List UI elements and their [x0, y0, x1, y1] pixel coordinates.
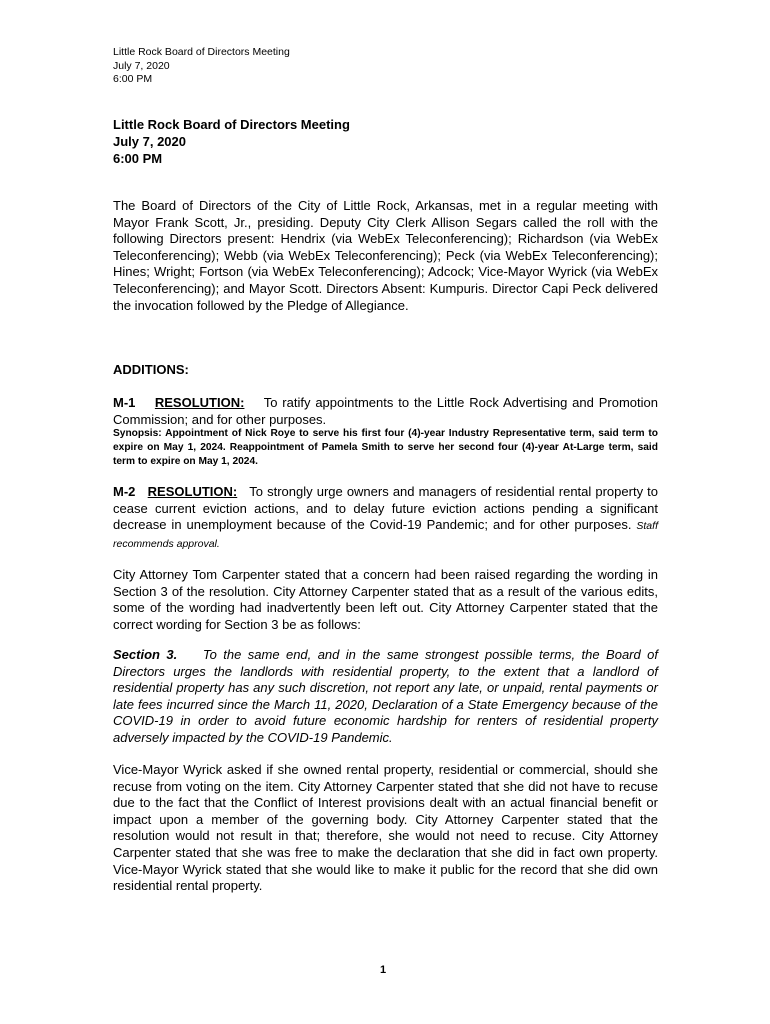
wyrick-paragraph: Vice-Mayor Wyrick asked if she owned rental property, residential or commercial, should she recuse from voting on the item. City Attorney Carpenter stated that she did not have to recuse due to the fact that the Conflict of Interest provisions dealt with an actual financial benefit or impact upon a member of the governing body. City Attorney Carpenter stated that the resolution would not result in that; therefore, she would not need to recuse. City Attorney Carpenter stated that she was free to make the declaration that she did in fact own property. Vice-Mayor Wyrick stated that she would like to make it public for the record that she did own residential rental property.: [113, 762, 658, 894]
m2-label: RESOLUTION:: [147, 484, 238, 499]
m2-staff-note: Staff recommends approval.: [113, 520, 658, 550]
intro-paragraph: The Board of Directors of the City of Little Rock, Arkansas, met in a regular meeting with Mayor Frank Scott, Jr., presiding. Deputy City Clerk Allison Segars called the roll with the following Directors present: Hendrix (via WebEx Teleconferencing); Richardson (via WebEx Teleconferencing); Webb (via WebEx Teleconferencing); Peck (via WebEx Teleconferencing); Hines; Wright; Fortson (via WebEx Teleconferencing); Adcock; Vice-Mayor Wyrick (via WebEx Teleconferencing); and Mayor Scott. Directors Absent: Kumpuris. Director Capi Peck delivered the invocation followed by the Pledge of Allegiance.: [113, 198, 658, 313]
running-header-time: 6:00 PM: [113, 73, 153, 85]
title-time: 6:00 PM: [113, 151, 163, 166]
title-meeting: Little Rock Board of Directors Meeting: [113, 117, 350, 132]
section3-label: Section 3.: [113, 647, 178, 662]
document-title: [113, 116, 350, 167]
additions-heading: ADDITIONS:: [113, 362, 189, 377]
item-m2: [113, 484, 658, 552]
section3-text: To the same end, and in the same strongest possible terms, the Board of Directors urges the landlords with residential property, to the extent that a landlord of residential property has any such discretion, not report any late, or unpaid, rental payments or late fees incurred since the March 11, 2020, Declaration of a State Emergency because of the COVID-19 in order to avoid future economic hardship for renters of residential property adversely impacted by the COVID-19 Pandemic.: [113, 647, 658, 745]
page-number: 1: [380, 964, 387, 976]
title-date: July 7, 2020: [113, 134, 186, 149]
m2-text: To strongly urge owners and managers of residential rental property to cease current eviction actions, and to delay future eviction actions pending a significant decrease in unemployment because of the Covid-19 Pandemic; and for other purposes.: [113, 484, 658, 533]
running-header-date: July 7, 2020: [113, 59, 170, 72]
m2-number: M-2: [113, 484, 136, 499]
m1-synopsis: Synopsis: Appointment of Nick Roye to serve his first four (4)-year Industry Representative term, said term to expire on May 1, 2024. Reappointment of Pamela Smith to serve her second four (4)-year At-Large term, said term to expire on May 1, 2024.: [113, 428, 658, 468]
attorney-paragraph: City Attorney Tom Carpenter stated that a concern had been raised regarding the wording in Section 3 of the resolution. City Attorney Carpenter stated that as a result of the various edits, some of the wording had inadvertently been left out. City Attorney Carpenter stated that the correct wording for Section 3 be as follows:: [113, 567, 658, 632]
m1-label: RESOLUTION:: [154, 395, 245, 410]
running-header-title: Little Rock Board of Directors Meeting: [113, 46, 290, 58]
running-header: [113, 46, 290, 87]
m1-number: M-1: [113, 395, 136, 410]
item-m1: [113, 395, 658, 428]
m1-text: To ratify appointments to the Little Rock Advertising and Promotion Commission; and for other purposes.: [113, 395, 658, 427]
section3-quote: [113, 647, 658, 747]
